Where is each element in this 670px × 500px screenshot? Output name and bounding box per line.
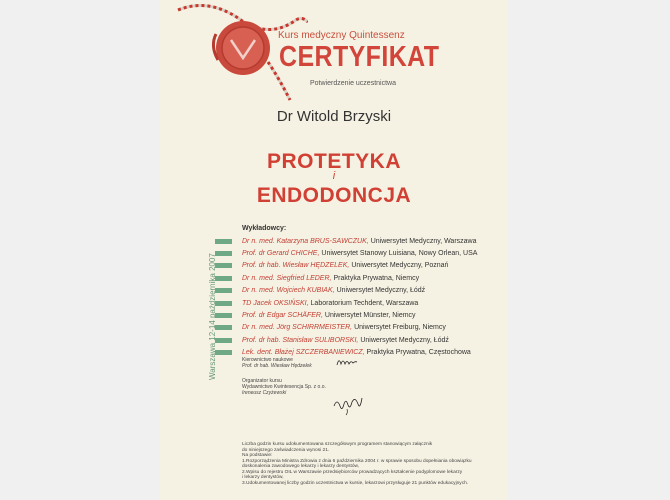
bullet-bar bbox=[215, 325, 232, 330]
lecturer-item bbox=[215, 235, 477, 247]
lecturers-list bbox=[215, 235, 477, 359]
lecturer-institution: Laboratorium Techdent, Warszawa bbox=[310, 299, 419, 307]
lecturer-institution: Uniwersytet Medyczny, Łódź bbox=[336, 287, 426, 295]
organizer-block bbox=[242, 378, 326, 397]
bullet-bar bbox=[215, 301, 232, 306]
footnote-legal bbox=[242, 442, 502, 486]
bullet-bar bbox=[215, 288, 232, 293]
bullet-bar bbox=[215, 251, 232, 256]
course-name-line1: PROTETYKA bbox=[266, 150, 401, 173]
lecturer-institution: Praktyka Prywatna, Niemcy bbox=[333, 274, 420, 282]
lecturer-institution: Uniwersytet Medyczny, Poznań bbox=[351, 262, 449, 270]
lecturer-item bbox=[215, 247, 477, 259]
bullet-bar bbox=[215, 350, 232, 355]
footnote-line: 1.Rozporządzenia Ministra Zdrowia z dnia 6 października 2004 r. w sprawie sposobu dopełniania obowiązku bbox=[242, 458, 472, 464]
lecturer-institution: Uniwersytet Stanowy Luisiana, Nowy Orlean, USA bbox=[321, 250, 478, 258]
organizer-name: Ireneusz Czyżewski bbox=[242, 390, 287, 397]
lecturer-name: Dr n. med. Jörg SCHIRRMEISTER, bbox=[242, 324, 353, 332]
lecturer-name: Prof. dr hab. Stanisław SULIBORSKI, bbox=[242, 336, 359, 344]
lecturer-institution: Uniwersytet Medyczny, Warszawa bbox=[370, 237, 477, 245]
signature-czyzewski bbox=[332, 392, 364, 416]
lecturers-heading: Wykładowcy: bbox=[242, 225, 287, 232]
footnote-line: do niniejszego zaświadczenia wynosi 21. bbox=[242, 447, 330, 453]
course-conjunction: i bbox=[332, 170, 336, 182]
footnote-line: i lekarzy dentystów, bbox=[242, 475, 284, 480]
certificate-title: CERTYFIKAT bbox=[279, 41, 440, 73]
footnote-line: Liczba godzin kursu udokumentowana szczegółowym programem stanowiącym załącznik bbox=[242, 442, 433, 447]
lecturer-institution: Uniwersytet Freiburg, Niemcy bbox=[354, 324, 446, 332]
lecturer-name: Prof. dr Gerard CHICHE, bbox=[242, 250, 320, 258]
scientific-direction-block bbox=[242, 357, 312, 369]
organizer-company: Wydawnictwo Kwintesencja Sp. z o.o. bbox=[242, 384, 326, 391]
lecturer-name: Prof. dr hab. Wiesław HĘDZELEK, bbox=[242, 262, 350, 270]
lecturer-item bbox=[215, 322, 477, 334]
certificate-subtitle: Potwierdzenie uczestnictwa bbox=[310, 80, 396, 87]
lecturer-item bbox=[215, 285, 477, 297]
course-name-line2: ENDODONCJA bbox=[256, 184, 412, 207]
scientific-direction-label: Kierownictwo naukowe bbox=[242, 357, 293, 363]
lecturer-institution: Praktyka Prywatna, Częstochowa bbox=[366, 349, 471, 357]
footnote-line: Na podstawie: bbox=[242, 453, 273, 458]
signature-hedzelek bbox=[336, 355, 358, 369]
footnote-line: doskonalenia zawodowego lekarzy i lekarzy dentystów, bbox=[242, 464, 360, 469]
lecturer-institution: Uniwersytet Münster, Niemcy bbox=[324, 312, 416, 320]
lecturer-item bbox=[215, 260, 477, 272]
bullet-bar bbox=[215, 276, 232, 281]
lecturer-institution: Uniwersytet Medyczny, Łódź bbox=[360, 336, 449, 344]
lecturer-item bbox=[215, 309, 477, 321]
footnote-line: 2.Wpisu do rejestru OIL w Warszawie przedsiębiorców prowadzących kształcenie podyplomowe lekarzy bbox=[242, 469, 463, 475]
lecturer-name: Lek. dent. Błażej SZCZERBANIEWICZ, bbox=[242, 349, 365, 357]
footnote-line: 3.Udokumentowanej liczby godzin uczestnictwa w kursie, lekarzowi przysługuje 21 punktów edukacyjnych. bbox=[242, 480, 469, 486]
lecturer-item bbox=[215, 272, 477, 284]
bullet-bar bbox=[215, 263, 232, 268]
lecturer-name: Dr n. med. Katarzyna BRUS-SAWCZUK, bbox=[242, 237, 369, 245]
recipient-name: Dr Witold Brzyski bbox=[276, 108, 392, 125]
bullet-bar bbox=[215, 313, 232, 318]
scientific-director-name: Prof. dr hab. Wiesław Hędzelek bbox=[242, 363, 312, 370]
lecturer-name: TD Jacek OKSIŃSKI, bbox=[242, 299, 309, 307]
place-date-vertical: Warszawa 12-14 października 2007 bbox=[208, 253, 217, 380]
certificate bbox=[160, 0, 508, 500]
lecturer-item bbox=[215, 297, 477, 309]
organizer-label: Organizator kursu bbox=[242, 378, 282, 384]
lecturer-name: Dr n. med. Siegfried LEDER, bbox=[242, 274, 332, 282]
bullet-bar bbox=[215, 239, 232, 244]
course-organizer-label: Kurs medyczny Quintessenz bbox=[278, 30, 405, 41]
lecturer-name: Prof. dr Edgar SCHÄFER, bbox=[242, 312, 323, 320]
lecturer-name: Dr n. med. Wojciech KUBIAK, bbox=[242, 287, 335, 295]
bullet-bar bbox=[215, 338, 232, 343]
lecturer-item bbox=[215, 334, 477, 346]
